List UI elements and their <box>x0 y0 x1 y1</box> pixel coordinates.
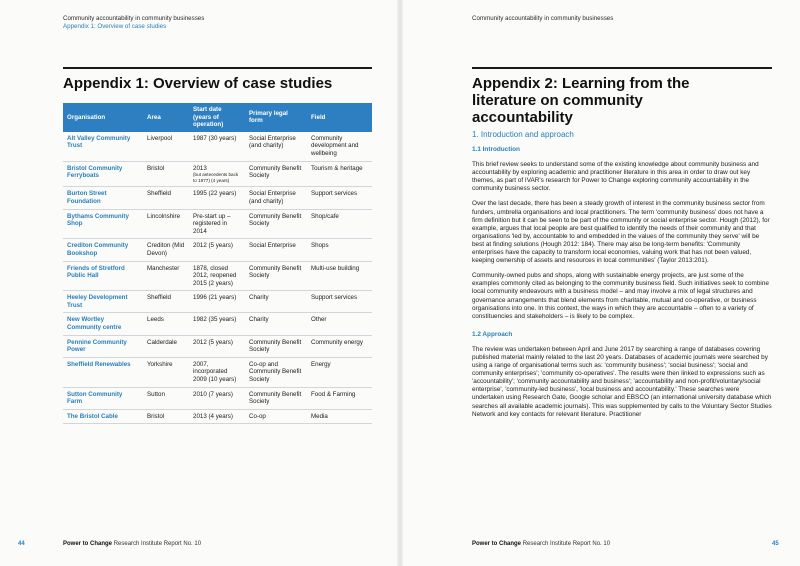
table-body <box>63 132 372 424</box>
header-start-date: Start date (years of operation) <box>189 103 245 132</box>
cell-area-text: Sheffield <box>147 294 171 302</box>
cell-start-date-text: 2007, incorporated 2009 (10 years) <box>193 360 237 384</box>
cell-legal-form-text: Co-op <box>249 412 266 420</box>
cell-legal-form-text: Social Enterprise (and charity) <box>249 134 296 150</box>
cell-field-text: Support services <box>311 294 358 302</box>
cell-legal-form-text: Charity <box>249 316 269 324</box>
cell-organisation <box>63 261 143 291</box>
cell-field <box>307 335 372 357</box>
appendix2-title: Appendix 2: Learning from the literature on community accountability <box>472 75 690 126</box>
cell-start-date-text: Pre-start up – registered in 2014 <box>193 212 231 235</box>
cell-legal-form <box>245 291 307 313</box>
cell-field-text: Energy <box>311 360 331 368</box>
cell-area-text: Yorkshire <box>147 360 173 368</box>
start-date-note: (but antecedents back to 1977) (4 years) <box>193 172 239 183</box>
cell-organisation-text: Sheffield Renewables <box>67 360 131 368</box>
cell-organisation-text: Bythams Community Shop <box>67 212 129 228</box>
cell-legal-form-text: Community Benefit Society <box>249 390 302 406</box>
cell-legal-form <box>245 357 307 387</box>
cell-field <box>307 291 372 313</box>
cell-organisation <box>63 335 143 357</box>
cell-area <box>143 387 189 409</box>
cell-organisation-text: Friends of Stretford Public Hall <box>67 264 125 280</box>
cell-start-date <box>189 187 245 209</box>
cell-start-date <box>189 209 245 239</box>
cell-start-date <box>189 357 245 387</box>
cell-legal-form-text: Community Benefit Society <box>249 164 302 180</box>
cell-start-date-text: 2010 (7 years) <box>193 390 233 398</box>
table-row <box>63 132 372 161</box>
title-rule <box>63 67 372 69</box>
cell-area-text: Leeds <box>147 316 164 324</box>
cell-organisation <box>63 313 143 335</box>
cell-area <box>143 313 189 335</box>
table-row <box>63 335 372 357</box>
cell-start-date <box>189 161 245 187</box>
cell-start-date-text: 1987 (30 years) <box>193 134 237 142</box>
cell-field-text: Multi-use building <box>311 264 360 272</box>
cell-legal-form-text: Community Benefit Society <box>249 264 302 280</box>
cell-organisation-text: New Wortley Community centre <box>67 316 122 332</box>
cell-organisation <box>63 409 143 424</box>
cell-start-date-text: 1996 (21 years) <box>193 294 237 302</box>
cell-organisation-text: Crediton Community Bookshop <box>67 242 129 257</box>
cell-legal-form <box>245 209 307 239</box>
cell-legal-form-text: Community Benefit Society <box>249 212 302 228</box>
cell-area-text: Manchester <box>147 264 180 272</box>
paragraph-2: Over the last decade, there has been a steady growth of interest in the community business sector from funders, umbrella organisations and local practitioners. The term 'community business' does not have a firm definition but it can be seen to be part of the community or social enterprise sector. Hough (2012), for example, argues that local people are best qualified to identify the needs of their community and that organisations 'led by, accountable to and embedded in the values of the community they serve' will be best at finding solutions (Hough 2012: 184). There may also be long-term benefits: 'Community enterprises have the capacity to transform local economies, valuing work that has not been valued, keeping ownership of assets and resources in local communities' (Taylor 2013:201). <box>472 200 770 265</box>
cell-area-text: Liverpool <box>147 134 173 142</box>
paragraph-4: The review was undertaken between April and June 2017 by searching a range of databases covering published material mainly related to the last 20 years. Databases of academic journals were searched by using a range of organisational terms such as: 'community business'; 'social business'; 'social and community enterprises'; 'community co-operatives'. The results were then linked to expressions such as 'accountability'; 'community accountability and business'; 'accountability and non-profit/voluntary/social enterprise', 'community-led business', 'local business and accountability.' These searches were undertaken using Research Gate, Google scholar and EBSCO (an international university database which searches all available academic journals). This was supplemented by calls to the Voluntary Sector Studies Network and key contacts for relevant literature. Practitioner <box>472 345 772 418</box>
cell-start-date <box>189 261 245 291</box>
cell-field <box>307 209 372 239</box>
footer-text-right: Research Institute Report No. 10 <box>522 541 611 547</box>
cell-legal-form <box>245 261 307 291</box>
right-page-number: 45 <box>772 541 779 547</box>
cell-organisation-text: Bristol Community Ferryboats <box>67 164 123 180</box>
cell-field-text: Shops <box>311 242 329 250</box>
case-studies-table <box>63 103 372 424</box>
header-legal-form: Primary legal form <box>245 103 307 132</box>
table-header-row <box>63 103 372 132</box>
footer-brand: Power to Change <box>63 541 113 547</box>
cell-field-text: Media <box>311 412 328 420</box>
cell-field-text: Shop/cafe <box>311 212 339 220</box>
cell-legal-form <box>245 187 307 209</box>
cell-field <box>307 261 372 291</box>
cell-field <box>307 387 372 409</box>
section-heading: 1. Introduction and approach <box>472 130 574 139</box>
cell-start-date <box>189 313 245 335</box>
cell-organisation-text: Pennine Community Power <box>67 338 127 354</box>
header-area: Area <box>143 103 189 132</box>
cell-organisation-text: Burton Street Foundation <box>67 190 107 205</box>
cell-area <box>143 161 189 187</box>
cell-field <box>307 161 372 187</box>
cell-organisation <box>63 357 143 387</box>
body-text-block <box>472 146 772 426</box>
cell-field-text: Community energy <box>311 338 363 346</box>
cell-start-date-text: 2013 <box>193 164 207 172</box>
subheading-introduction: 1.1 Introduction <box>472 146 520 153</box>
cell-field-text: Food & Farming <box>311 390 356 398</box>
left-running-header <box>63 15 204 31</box>
cell-area <box>143 239 189 261</box>
cell-legal-form <box>245 313 307 335</box>
table-row <box>63 239 372 261</box>
cell-organisation-text: The Bristol Cable <box>67 412 118 420</box>
cell-start-date <box>189 387 245 409</box>
cell-legal-form-text: Social Enterprise (and charity) <box>249 190 296 205</box>
title-rule-right <box>472 67 772 69</box>
cell-organisation <box>63 291 143 313</box>
left-page-number: 44 <box>18 541 25 547</box>
cell-legal-form <box>245 239 307 261</box>
table-row <box>63 161 372 187</box>
cell-area-text: Bristol <box>147 412 165 420</box>
header-field: Field <box>307 103 372 132</box>
cell-field <box>307 357 372 387</box>
cell-area-text: Calderdale <box>147 338 177 346</box>
cell-legal-form <box>245 161 307 187</box>
cell-field <box>307 132 372 161</box>
cell-organisation <box>63 161 143 187</box>
cell-legal-form-text: Charity <box>249 294 269 302</box>
cell-legal-form <box>245 387 307 409</box>
table-row <box>63 409 372 424</box>
cell-area-text: Lincolnshire <box>147 212 181 220</box>
header-organisation: Organisation <box>63 103 143 132</box>
cell-field-text: Other <box>311 316 327 324</box>
cell-start-date-text: 1982 (35 years) <box>193 316 237 324</box>
cell-field <box>307 187 372 209</box>
cell-area <box>143 261 189 291</box>
table-row <box>63 187 372 209</box>
cell-area-text: Sheffield <box>147 190 171 198</box>
cell-start-date-text: 1995 (22 years) <box>193 190 237 198</box>
cell-organisation <box>63 209 143 239</box>
cell-legal-form <box>245 132 307 161</box>
cell-start-date <box>189 335 245 357</box>
cell-legal-form-text: Co-op and Community Benefit Society <box>249 360 302 384</box>
footer-text: Research Institute Report No. 10 <box>113 541 202 547</box>
right-footer <box>472 541 610 547</box>
cell-organisation-text: Alt Valley Community Trust <box>67 134 131 150</box>
cell-start-date-text: 1878, closed 2012, reopened 2015 (2 years) <box>193 264 237 287</box>
page-gutter <box>397 0 403 566</box>
cell-start-date-text: 2013 (4 years) <box>193 412 233 420</box>
cell-start-date <box>189 291 245 313</box>
paragraph-1: This brief review seeks to understand some of the existing knowledge about community business and accountability by exploring academic and practitioner literature in this area in order to draw out key themes, as part of IVAR's research for Power to Change exploring community accountability in the community business sector. <box>472 161 759 193</box>
cell-area-text: Bristol <box>147 164 165 172</box>
cell-area <box>143 291 189 313</box>
cell-organisation <box>63 187 143 209</box>
table-row <box>63 357 372 387</box>
cell-organisation <box>63 132 143 161</box>
subheading-approach: 1.2 Approach <box>472 330 513 338</box>
cell-start-date-text: 2012 (5 years) <box>193 242 233 250</box>
cell-field <box>307 239 372 261</box>
cell-legal-form <box>245 335 307 357</box>
cell-area <box>143 335 189 357</box>
cell-start-date-text: 2012 (5 years) <box>193 338 233 346</box>
running-header-title: Community accountability in community businesses <box>63 15 205 22</box>
table-row <box>63 261 372 291</box>
cell-legal-form-text: Community Benefit Society <box>249 338 302 354</box>
cell-organisation <box>63 239 143 261</box>
cell-organisation-text: Sutton Community Farm <box>67 390 123 406</box>
cell-start-date <box>189 239 245 261</box>
cell-legal-form-text: Social Enterprise <box>249 242 296 250</box>
cell-area-text: Crediton (Mid Devon) <box>147 242 185 257</box>
appendix1-title: Appendix 1: Overview of case studies <box>63 75 333 92</box>
paragraph-3: Community-owned pubs and shops, along with sustainable energy projects, are just some of the examples commonly cited as belonging to the community business field. Such initiatives seek to combine local community endeavours with a business model – and may involve a mix of legal structures and governance arrangements that blend elements from charitable, mutual and co-operative, or business organisations into one. In this context, the ways in which they are accountable – often to a variety of constituencies and stakeholders – is likely to be complex. <box>472 272 769 320</box>
cell-area <box>143 132 189 161</box>
cell-area <box>143 357 189 387</box>
table-row <box>63 291 372 313</box>
cell-area <box>143 187 189 209</box>
left-footer <box>63 541 201 547</box>
table-row <box>63 387 372 409</box>
running-header-subtitle: Appendix 1: Overview of case studies <box>63 23 167 30</box>
cell-organisation-text: Heeley Development Trust <box>67 294 128 309</box>
cell-legal-form <box>245 409 307 424</box>
cell-area <box>143 409 189 424</box>
cell-field-text: Tourism & heritage <box>311 164 363 172</box>
cell-organisation <box>63 387 143 409</box>
footer-brand-right: Power to Change <box>472 541 522 547</box>
right-running-header: Community accountability in community businesses <box>472 15 614 22</box>
table-row <box>63 313 372 335</box>
cell-field <box>307 409 372 424</box>
table-row <box>63 209 372 239</box>
cell-field-text: Community development and wellbeing <box>311 134 359 157</box>
cell-field-text: Support services <box>311 190 358 198</box>
cell-field <box>307 313 372 335</box>
cell-area <box>143 209 189 239</box>
cell-area-text: Sutton <box>147 390 165 398</box>
cell-start-date <box>189 132 245 161</box>
cell-start-date <box>189 409 245 424</box>
